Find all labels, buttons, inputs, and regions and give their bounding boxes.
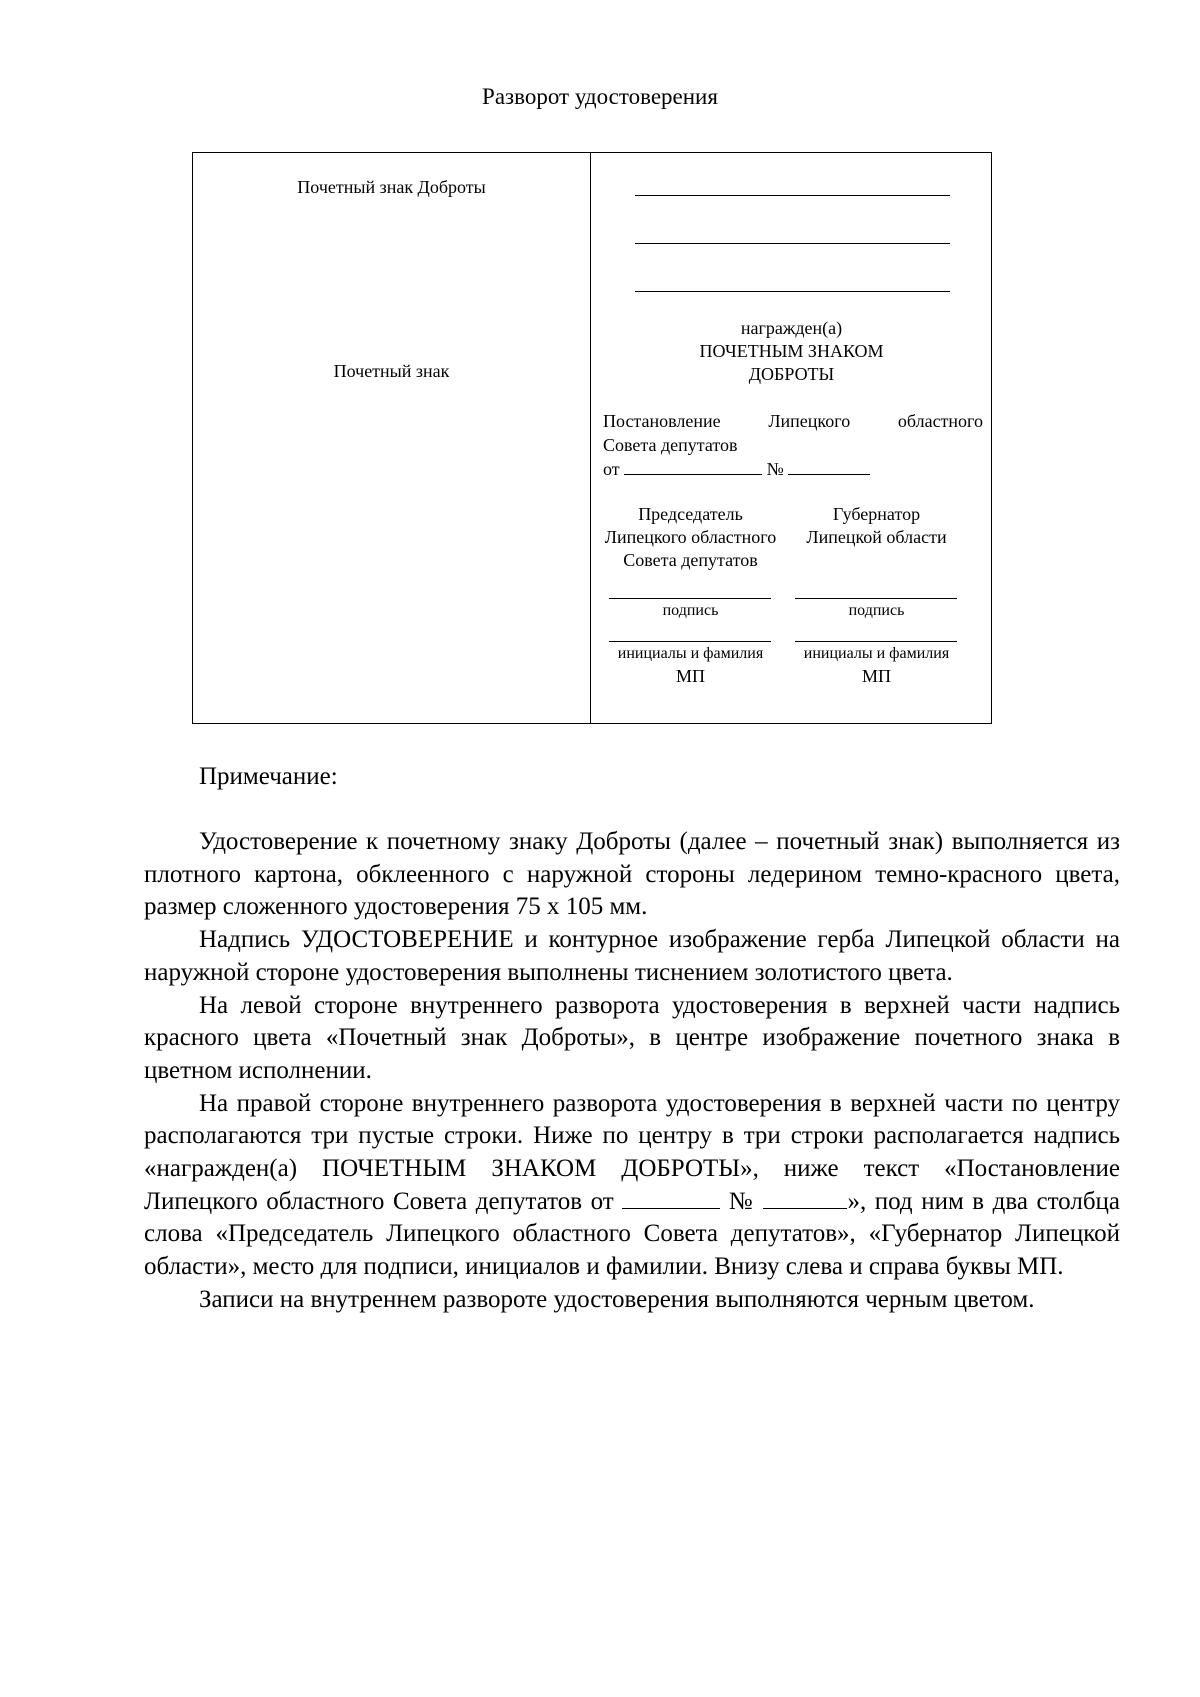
decree-number-sign: № <box>766 459 784 479</box>
note-body <box>144 826 1120 1317</box>
awarded-line-1: награжден(а) <box>740 318 843 338</box>
decree-line-3 <box>603 457 983 481</box>
chairman-column <box>598 503 783 572</box>
blank-line-3 <box>635 291 950 292</box>
right-page <box>592 153 991 723</box>
note-paragraph-1: Удостоверение к почетному знаку Доброты (далее – почетный знак) выполняется из плотного картона, обклеенного с наружной стороны ледерином темно-красного цвета, размер сложенного удостоверения 75 х 105 мм. <box>144 828 1120 921</box>
chairman-initials-line <box>609 641 771 642</box>
governor-initials-line <box>795 641 957 642</box>
note-paragraph-4-start: На правой стороне внутреннего разворота удостоверения в верхней части по центру располагаются три пустые строки. Ниже по центру в три строки располагается надпись «награжден(а) ПОЧЕТНЫМ ЗНАКОМ ДОБРОТЫ», ниже текст «Постановление Липецкого областного Совета депутатов от <box>144 1089 1120 1215</box>
blank-line-2 <box>635 243 950 244</box>
decree-date-blank <box>624 459 762 475</box>
decree-number-blank <box>788 459 870 475</box>
blank-line-1 <box>635 195 950 196</box>
decree-from: от <box>603 459 620 479</box>
certificate-spread <box>192 152 992 724</box>
page-title: Разворот удостоверения <box>482 84 718 109</box>
governor-line-1: Губернатор <box>832 504 921 524</box>
note-paragraph-4 <box>144 1088 1120 1284</box>
spread-divider <box>590 153 591 723</box>
note-label: Примечание: <box>199 763 338 790</box>
chairman-line-1: Председатель <box>638 504 743 524</box>
decree-word-1: Постановление <box>603 411 721 431</box>
governor-column <box>784 503 969 549</box>
note-paragraph-5: Записи на внутреннем развороте удостоверения выполняются черным цветом. <box>199 1285 1035 1313</box>
left-page-title: Почетный знак Доброты <box>297 177 486 197</box>
governor-line-2: Липецкой области <box>806 527 947 547</box>
decree-block <box>603 409 983 481</box>
chairman-line-2: Липецкого областного <box>604 527 777 547</box>
governor-initials-caption: инициалы и фамилия <box>803 645 950 662</box>
governor-stamp: МП <box>861 666 891 686</box>
awarded-line-3: ДОБРОТЫ <box>748 364 835 384</box>
number-blank <box>763 1188 847 1209</box>
chairman-stamp: МП <box>675 666 705 686</box>
decree-word-3: областного <box>897 411 983 431</box>
chairman-initials-caption: инициалы и фамилия <box>617 645 764 662</box>
note-paragraph-4-end: », под ним в два столбца слова «Председатель Липецкого областного Совета депутатов», «Губернатор Липецкой области», место для подписи, инициалов и фамилии. Внизу слева и справа буквы МП. <box>144 1187 1121 1281</box>
awarded-line-2: ПОЧЕТНЫМ ЗНАКОМ <box>699 341 884 361</box>
decree-word-2: Липецкого <box>768 411 851 431</box>
chairman-line-3: Совета депутатов <box>623 550 758 570</box>
governor-signature-line <box>795 598 957 599</box>
number-sign: № <box>728 1187 755 1215</box>
badge-image-label: Почетный знак <box>333 361 450 381</box>
note-paragraph-2: Надпись УДОСТОВЕРЕНИЕ и контурное изображение герба Липецкой области на наружной стороне удостоверения выполнены тиснением золотистого цвета. <box>144 926 1120 986</box>
governor-signature-caption: подпись <box>848 602 905 619</box>
awarded-text <box>592 317 991 386</box>
note-paragraph-3: На левой стороне внутреннего разворота удостоверения в верхней части надпись красного цвета «Почетный знак Доброты», в центре изображение почетного знака в цветном исполнении. <box>144 991 1120 1084</box>
chairman-signature-line <box>609 598 771 599</box>
decree-line-2: Совета депутатов <box>603 435 738 455</box>
chairman-signature-caption: подпись <box>662 602 719 619</box>
date-blank <box>622 1188 720 1209</box>
